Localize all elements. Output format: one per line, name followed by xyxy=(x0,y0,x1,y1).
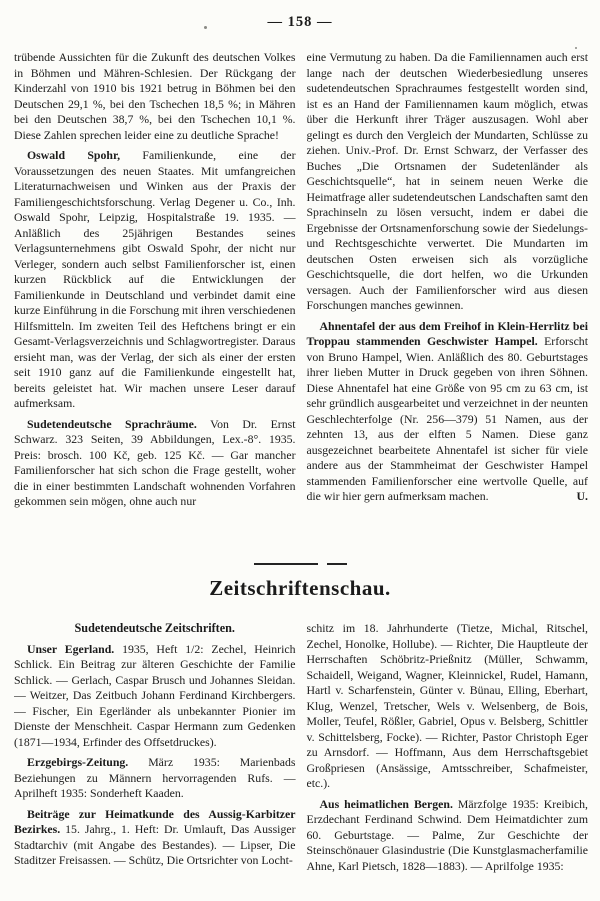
paragraph-lead: Unser Egerland. xyxy=(27,641,115,656)
section-heading: Zeitschriftenschau. xyxy=(209,576,391,600)
page-number: — 158 — xyxy=(267,14,333,30)
article-paragraph xyxy=(14,755,296,802)
article-paragraph xyxy=(14,807,296,869)
divider-line-short xyxy=(327,563,347,565)
subsection-heading: Sudetendeutsche Zeitschriften. xyxy=(74,621,235,635)
article-paragraph xyxy=(14,50,296,143)
paragraph-text: März 1935: Marienbads Beziehungen zu Männern hervorragenden Rufs. — Aprilheft 1935: Sonderheft Kaaden. xyxy=(14,755,296,800)
journal-left-column xyxy=(14,621,296,891)
paragraph-lead: Sudetendeutsche Sprachräume. xyxy=(27,416,197,431)
article-paragraph xyxy=(14,642,296,751)
paragraph-lead: Erzgebirgs-Zeitung. xyxy=(27,755,129,769)
paragraph-lead: Ahnentafel der aus dem Freihof in Klein-Herrlitz bei Troppau stammenden Geschwister Hampel. xyxy=(306,318,588,348)
review-section xyxy=(14,50,588,562)
paragraph-text: schitz im 18. Jahrhunderte (Tietze, Michal, Ritschel, Zechel, Honolke, Hollube). — Richter, Die Hauptleute der Herrschaften Schöbritz-Prießnitz (Müller, Schwamm, Schaidell, Weigand, Wagner, Kleinnickel, Rudel, Hamann, Hartl v. Scharfenstein, Günter v. Bünau, Elling, Eberhart, Klug, Wenzel, Tretscher, Wels v. Welsenberg, de Bois, Moller, Teufel, Rößler, Gabriel, Opus v. Belsberg, Schittler v. Schittelsberg, Focke). — Richter, Pastor Christoph Eger zu Arnsdorf. — Hoffmann, Aus dem Herrschaftsgebiet Großpriesen (Ansässige, Amtsschreiber, Schafmeister, etc.). xyxy=(306,621,588,790)
scan-speck xyxy=(575,47,577,49)
article-paragraph xyxy=(307,797,589,875)
article-paragraph xyxy=(307,621,589,792)
paragraph-lead: Aus heimatlichen Bergen. xyxy=(319,796,453,811)
article-paragraph xyxy=(14,417,296,510)
paragraph-text: Familienkunde, eine der Voraussetzungen des neuen Staates. Mit umfangreichen Literaturnachweisen und Winken aus der Praxis der Familiengeschichtsforschung. Verlag Degener u. Co., Inh. Oswald Spohr, Leipzig, Hospitalstraße 19. 1935. — Anläßlich des 25jährigen Bestandes seines Verlagsunternehmens gibt Oswald Spohr, der nicht nur Verleger, sondern auch selbst Familienforscher ist, einen kurzen Rückblick auf die Entwicklungen der Familienkunde in Deutschland und verbindet damit eine kurze Einführung in die Forschung mit ihren verschiedenen Hilfsmitteln. Im zweiten Teil des Heftchens bringt er ein Gesamt-Verlagsverzeichnis und Schlagwortregister. Daraus ersieht man, was der Verlag, der sich als einer der ersten seit 1910 ganz auf die Familienkunde eingestellt hat, bereits geleistet hat. Wir machen unsere Leser darauf aufmerksam. xyxy=(14,148,296,410)
paragraph-lead: Oswald Spohr, xyxy=(27,148,121,162)
paragraph-text: eine Vermutung zu haben. Da die Familiennamen auch erst lange nach der deutschen Wiederbesiedlung unseres sudetendeutschen Sprachraumes festgestellt worden sind, ist es an Hand der Familiennamen kaum möglich, etwas über die Herkunft ihrer Träger auszusagen. Wohl aber gelingt es durch den Vergleich der Mundarten, Schlüsse zu ziehen. Univ.-Prof. Dr. Ernst Schwarz, der Verfasser des Buches „Die Ortsnamen der Sudetenländer als Geschichtsquelle“, hat in seinem neuen Werke die Heimatfrage aller sudetendeutschen Landschaften samt den Sprachinseln zu lösen versucht, indem er dabei die Ergebnisse der Ortsnamenforschung sowie der Siedelungs- und Rechtsgeschichte verwertet. Die Mundarten im deutschen Osten erweisen sich als vorzügliche Geschichtsquelle, die dort helfen, wo die Urkunden versagen. Auch der Familienforscher wird aus diesen Forschungen manches gewinnen. xyxy=(306,50,588,312)
paragraph-text: 1935, Heft 1/2: Zechel, Heinrich Schlick. Ein Beitrag zur älteren Geschichte der Familie Schlick. — Gerlach, Caspar Brusch und Johannes Sleidan. — Weitzer, Das Zeitbuch Johann Ferdinand Kirchbergers. — Fischer, Ein Egerländer als unbekannter Pionier im Dienste der Menschheit. Caspar Hermann zum Gedenken (1871—1934, Erfinder des Offsetdruckes). xyxy=(14,641,296,749)
paragraph-text: Von Dr. Ernst Schwarz. 323 Seiten, 39 Abbildungen, Lex.-8°. 1935. Preis: brosch. 100 Kč, geb. 125 Kč. — Gar mancher Familienforscher hat sich schon die Frage gestellt, woher die in einer bestimmten Landschaft wohnenden Vorfahren gekommen sein mögen, ohne auch nur xyxy=(14,416,296,508)
paragraph-text: Erforscht von Bruno Hampel, Wien. Anläßlich des 80. Geburtstages ihrer lieben Mutter in Druck gegeben von ihren Söhnen. Diese Ahnentafel hat eine Größe von 95 cm zu 63 cm, ist sehr gründlich ausgearbeitet und verzeichnet in der neunten Geschlechterfolge (Nr. 256—379) 51 Namen, aus der zehnten 13, aus der elften 5 Namen. Diese ganz ausgezeichnet bearbeitete Ahnentafel ist sicher für viele andere aus der Stammheimat der Geschwister Hampel stammenden Familienforscher eine wertvolle Quelle, auf die wir hier gern aufmerksam machen. xyxy=(306,334,588,503)
paragraph-text: trübende Aussichten für die Zukunft des deutschen Volkes in Böhmen und Mähren-Schlesien. Der Rückgang der Kinderzahl von 1910 bis 1921 betrug in Böhmen bei den Deutschen 29,1 %, bei den Tschechen 18,5 %; in Mähren bei den Deutschen 38,7 %, bei den Tschechen 10,1 %. Diese Zahlen sprechen leider eine zu deutliche Sprache! xyxy=(14,50,296,142)
review-left-column xyxy=(14,50,296,562)
paragraph-text: 15. Jahrg., 1. Heft: Dr. Umlauft, Das Aussiger Stadtarchiv (mit Angabe des Bestandes). — Lipser, Die Staditzer Freisassen. — Schütz, Die Ortsrichter von Locht- xyxy=(14,822,296,867)
paragraph-text: Märzfolge 1935: Kreibich, Erzdechant Ferdinand Schwind. Dem Heimatdichter zum 60. Geburtstage. — Palme, Zur Geschichte der Steinschönauer Glasindustrie (Die Kunstglasmacherfamilie Ahne, Karl Pietsch, 1828—1883). — Aprilfolge 1935: xyxy=(306,796,588,873)
article-paragraph xyxy=(307,319,589,505)
journal-section xyxy=(14,621,588,891)
reviewer-initial: U. xyxy=(576,489,588,503)
article-paragraph xyxy=(307,50,589,314)
journal-right-column xyxy=(307,621,589,891)
article-paragraph xyxy=(14,148,296,412)
review-right-column xyxy=(307,50,589,562)
divider-line-long xyxy=(254,563,318,565)
section-divider xyxy=(0,563,600,565)
paragraph-lead: Beiträge zur Heimatkunde des Aussig-Karbitzer Bezirkes. xyxy=(14,806,296,836)
